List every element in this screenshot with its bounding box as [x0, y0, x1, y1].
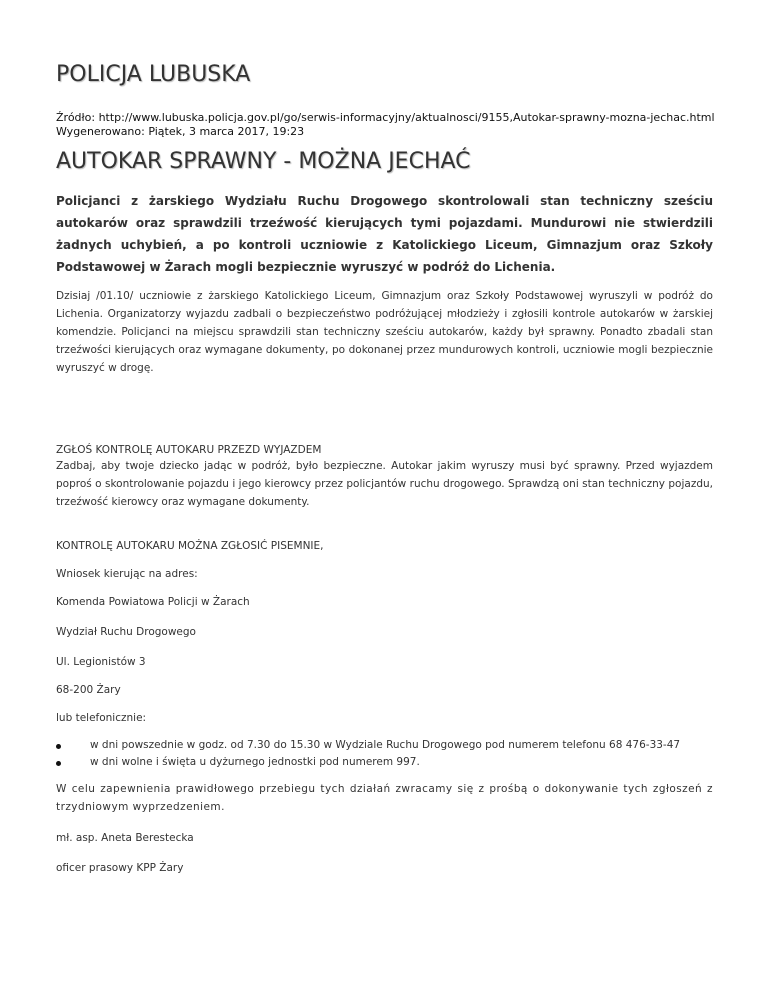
- address-line-1: Komenda Powiatowa Policji w Żarach: [56, 596, 250, 608]
- article-title: AUTOKAR SPRAWNY - MOŻNA JECHAĆ: [56, 149, 471, 174]
- article-paragraph-3: W celu zapewnienia prawidłowego przebiegu tych działań zwracamy się z prośbą o dokonywanie tych zgłoszeń z trzydniowym wyprzedzeniem.: [56, 783, 713, 813]
- contact-list: [56, 737, 713, 771]
- address-line-2: Wydział Ruchu Drogowego: [56, 626, 196, 638]
- address-line-4: 68-200 Żary: [56, 684, 121, 696]
- list-item-text: w dni powszednie w godz. od 7.30 do 15.30 w Wydziale Ruchu Drogowego pod numerem telefonu 68 476-33-47: [90, 739, 681, 751]
- author-name: mł. asp. Aneta Berestecka: [56, 832, 194, 844]
- site-title: POLICJA LUBUSKA: [56, 62, 251, 87]
- section-heading: ZGŁOŚ KONTROLĘ AUTOKARU PRZEZD WYJAZDEM: [56, 444, 322, 456]
- request-line: Wniosek kierując na adres:: [56, 568, 198, 580]
- address-line-3: Ul. Legionistów 3: [56, 656, 146, 668]
- list-item: [56, 754, 713, 771]
- print-meta: [56, 111, 715, 139]
- bullet-icon: [56, 744, 61, 749]
- bullet-icon: [56, 761, 61, 766]
- article-paragraph-2: Zadbaj, aby twoje dziecko jadąc w podróż, było bezpieczne. Autokar jakim wyruszy musi być sprawny. Przed wyjazdem poproś o skontrolowanie pojazdu i jego kierowcy przez policjantów ruchu drogowego. Sprawdzą oni stan techniczny pojazdu, trzeźwość kierowcy oraz wymagane dokumenty.: [56, 460, 713, 508]
- source-url: Źródło: http://www.lubuska.policja.gov.pl/go/serwis-informacyjny/aktualnosci/9155,Autokar-sprawny-mozna-jechac.html: [56, 111, 715, 124]
- article-lead: Policjanci z żarskiego Wydziału Ruchu Drogowego skontrolowali stan techniczny sześciu autokarów oraz sprawdzili trzeźwość kierujących tymi pojazdami. Mundurowi nie stwierdzili żadnych uchybień, a po kontroli uczniowie z Katolickiego Liceum, Gimnazjum oraz Szkoły Podstawowej w Żarach mogli bezpiecznie wyruszyć w podróż do Lichenia.: [56, 194, 713, 274]
- article-paragraph-1: Dzisiaj /01.10/ uczniowie z żarskiego Katolickiego Liceum, Gimnazjum oraz Szkoły Podstawowej wyruszyli w podróż do Lichenia. Organizatorzy wyjazdu zadbali o bezpieczeństwo podróżującej młodzieży i zgłosili kontrole autokarów w żarskiej komendzie. Policjanci na miejscu sprawdzili stan techniczny sześciu autokarów, każdy był sprawny. Ponadto zbadali stan trzeźwości kierujących oraz wymagane dokumenty, po dokonanej przez mundurowych kontroli, uczniowie mogli bezpiecznie wyruszyć w drogę.: [56, 290, 713, 374]
- list-item: [56, 737, 713, 754]
- generated-date: Wygenerowano: Piątek, 3 marca 2017, 19:23: [56, 125, 305, 138]
- author-role: oficer prasowy KPP Żary: [56, 862, 184, 874]
- list-item-text: w dni wolne i święta u dyżurnego jednostki pod numerem 997.: [90, 756, 420, 768]
- phone-intro: lub telefonicznie:: [56, 712, 147, 724]
- written-request-heading: KONTROLĘ AUTOKARU MOŻNA ZGŁOSIĆ PISEMNIE,: [56, 540, 324, 552]
